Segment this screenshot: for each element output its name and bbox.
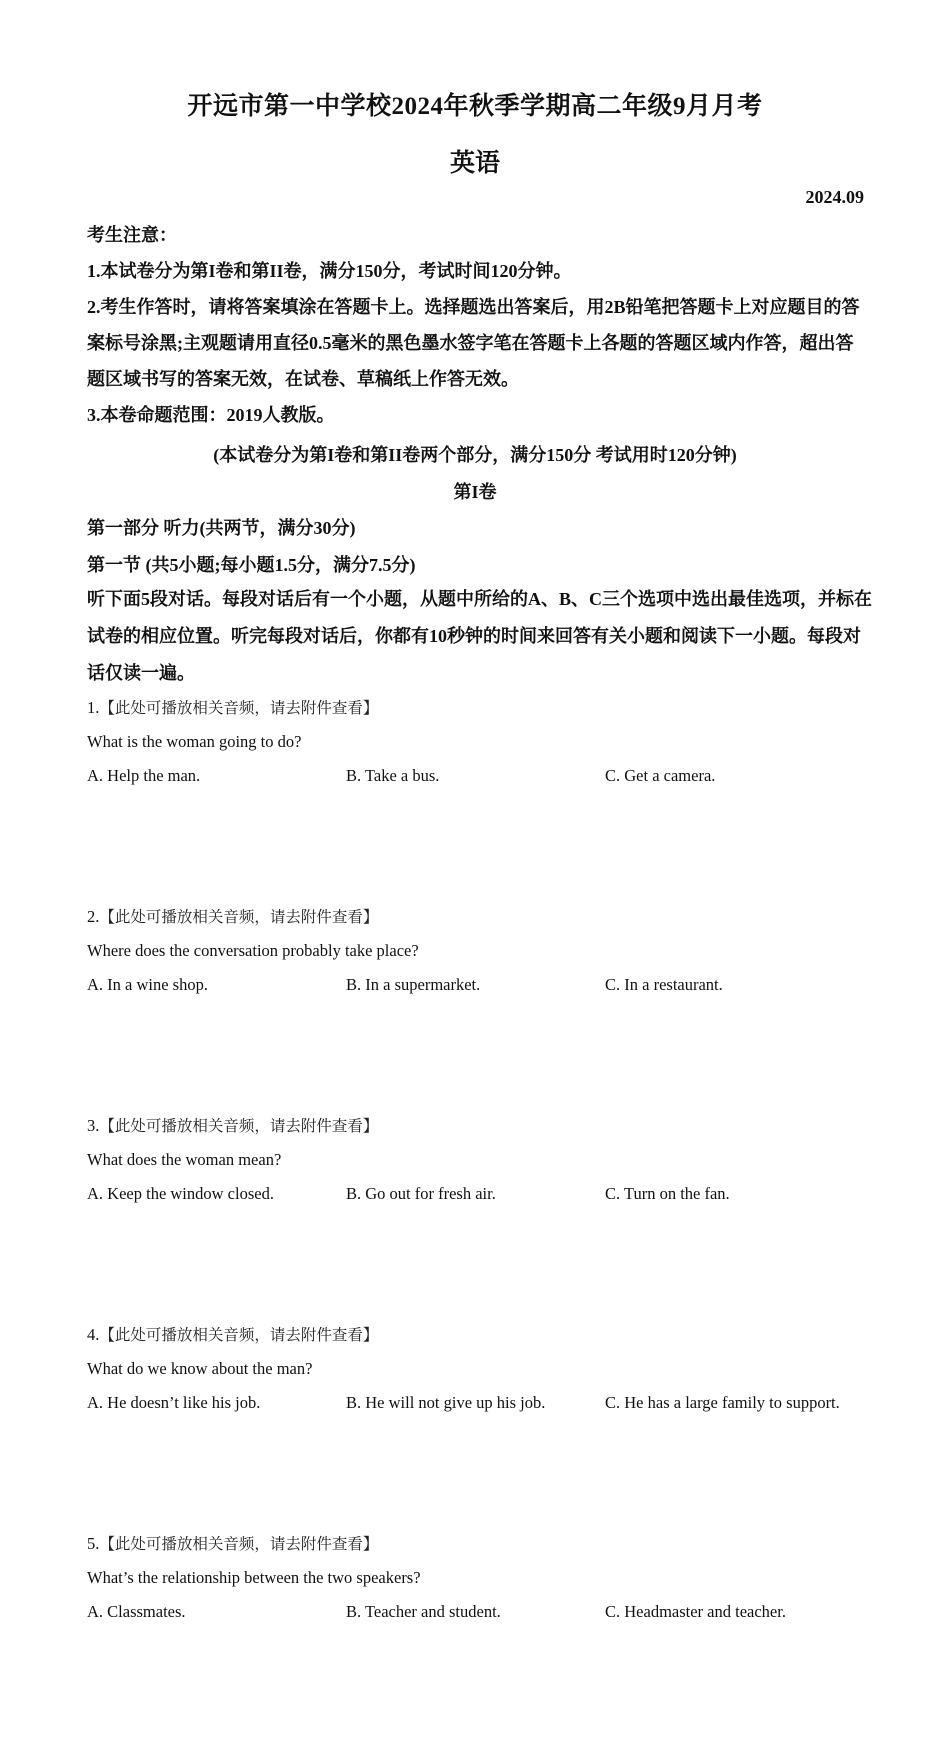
audio-note[interactable]: 【此处可播放相关音频，请去附件查看】 xyxy=(99,1117,379,1135)
option-b: B. Teacher and student. xyxy=(346,1602,501,1621)
section-heading: 第一节 (共5小题;每小题1.5分，满分7.5分) xyxy=(87,555,416,575)
question-stem: What’s the relationship between the two speakers? xyxy=(87,1568,421,1587)
question-stem: Where does the conversation probably take place? xyxy=(87,941,419,960)
question-item xyxy=(87,1323,877,1532)
question-stem: What does the woman mean? xyxy=(87,1150,282,1169)
option-c: C. He has a large family to support. xyxy=(605,1393,840,1412)
question-item xyxy=(87,1532,877,1741)
question-number: 3. xyxy=(87,1116,100,1135)
question-number-line xyxy=(87,1532,378,1554)
part-heading: 第一部分 听力(共两节，满分30分) xyxy=(87,518,356,538)
candidate-notes xyxy=(87,221,867,433)
option-c: C. Turn on the fan. xyxy=(605,1184,730,1203)
audio-note[interactable]: 【此处可播放相关音频，请去附件查看】 xyxy=(99,1326,379,1344)
question-number-line xyxy=(87,905,378,927)
question-number: 4. xyxy=(87,1325,100,1344)
question-number: 2. xyxy=(87,907,100,926)
option-c: C. Headmaster and teacher. xyxy=(605,1602,786,1621)
exam-subject: 英语 xyxy=(449,150,500,177)
option-b: B. Take a bus. xyxy=(346,766,440,785)
question-list xyxy=(87,696,877,1741)
note-item-2: 2.考生作答时，请将答案填涂在答题卡上。选择题选出答案后，用2B铅笔把答题卡上对应题目的答案标号涂黑;主观题请用直径0.5毫米的黑色墨水签字笔在答题卡上各题的答题区域内作答，超出答题区域书写的答案无效，在试卷、草稿纸上作答无效。 xyxy=(87,297,860,389)
paper-info: (本试卷分为第I卷和第II卷两个部分，满分150分 考试用时120分钟) xyxy=(213,445,737,465)
option-b: B. He will not give up his job. xyxy=(346,1393,546,1412)
option-a: A. Help the man. xyxy=(87,766,201,785)
question-item xyxy=(87,696,877,905)
question-item xyxy=(87,1114,877,1323)
volume-heading: 第I卷 xyxy=(453,482,497,502)
audio-note[interactable]: 【此处可播放相关音频，请去附件查看】 xyxy=(99,1535,379,1553)
question-number: 1. xyxy=(87,698,100,717)
exam-title: 开远市第一中学校2024年秋季学期高二年级9月月考 xyxy=(187,93,763,120)
note-item-1: 1.本试卷分为第I卷和第II卷，满分150分，考试时间120分钟。 xyxy=(87,261,572,281)
audio-note[interactable]: 【此处可播放相关音频，请去附件查看】 xyxy=(99,908,379,926)
question-stem: What is the woman going to do? xyxy=(87,732,302,751)
question-item xyxy=(87,905,877,1114)
option-c: C. Get a camera. xyxy=(605,766,716,785)
exam-date: 2024.09 xyxy=(805,187,864,207)
option-a: A. Keep the window closed. xyxy=(87,1184,274,1203)
option-b: B. Go out for fresh air. xyxy=(346,1184,496,1203)
option-a: A. In a wine shop. xyxy=(87,975,208,994)
option-c: C. In a restaurant. xyxy=(605,975,723,994)
option-b: B. In a supermarket. xyxy=(346,975,481,994)
audio-note[interactable]: 【此处可播放相关音频，请去附件查看】 xyxy=(99,699,379,717)
question-number: 5. xyxy=(87,1534,100,1553)
note-item-3: 3.本卷命题范围：2019人教版。 xyxy=(87,405,335,425)
question-number-line xyxy=(87,1323,378,1345)
question-number-line xyxy=(87,1114,378,1136)
question-number-line xyxy=(87,696,378,718)
notes-heading: 考生注意： xyxy=(87,225,177,245)
question-stem: What do we know about the man? xyxy=(87,1359,313,1378)
listening-directions: 听下面5段对话。每段对话后有一个小题，从题中所给的A、B、C三个选项中选出最佳选项，并标在试卷的相应位置。听完每段对话后，你都有10秒钟的时间来回答有关小题和阅读下一小题。每段对话仅读一遍。 xyxy=(87,589,872,683)
option-a: A. He doesn’t like his job. xyxy=(87,1393,261,1412)
option-a: A. Classmates. xyxy=(87,1602,186,1621)
